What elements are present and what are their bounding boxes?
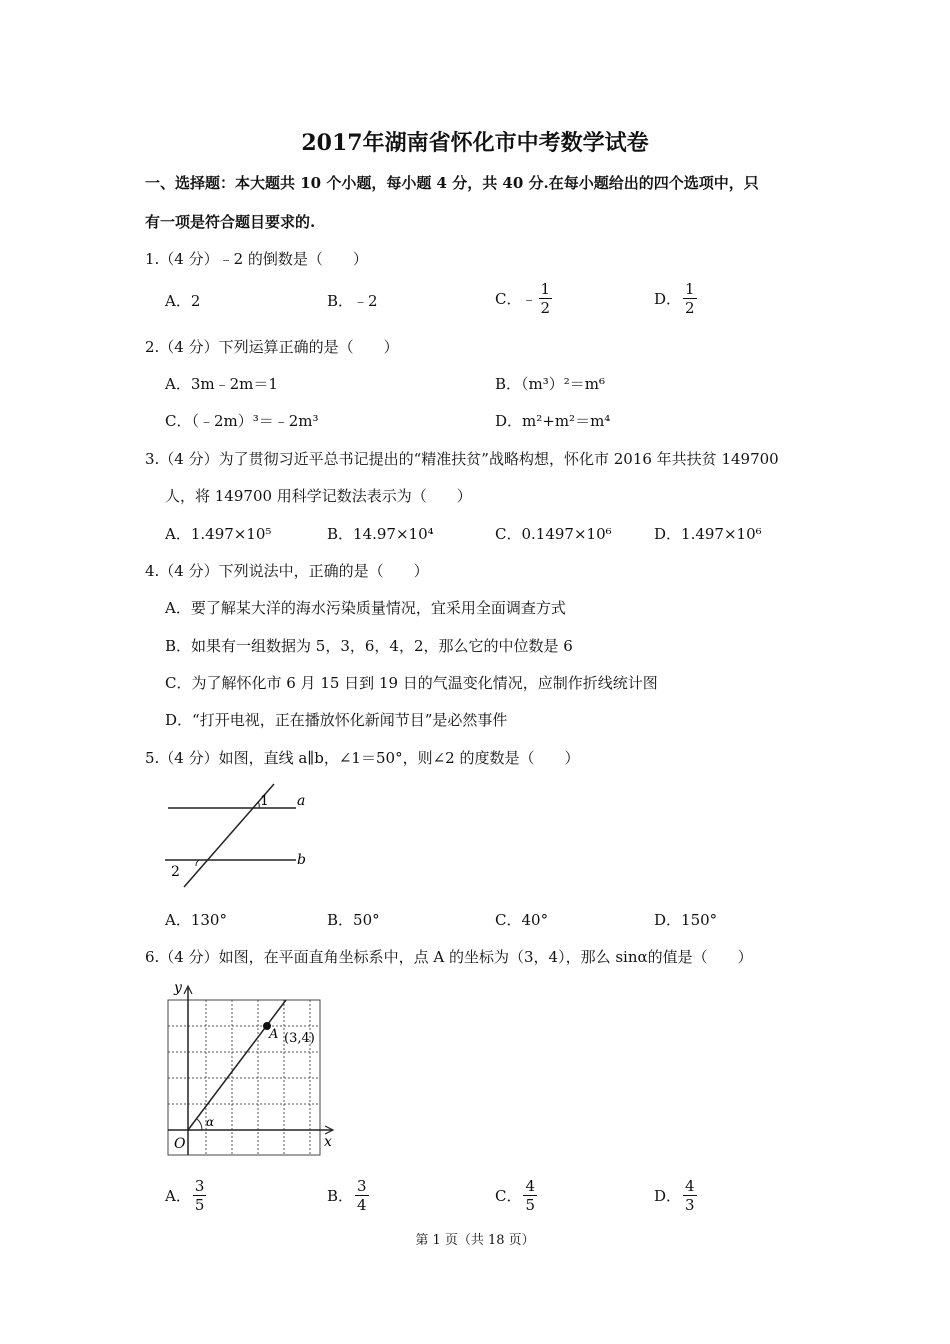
fraction: $\frac{1}{2}$ [685, 280, 695, 317]
q2-option-b: B．（m³）²＝m⁶ [495, 375, 606, 393]
q5-option-c: C．40° [495, 911, 549, 929]
q5-option-d: D．150° [654, 911, 718, 929]
ray-oa [188, 1000, 286, 1130]
q4-option-b: B．如果有一组数据为 5，3，6，4，2，那么它的中位数是 6 [165, 637, 573, 655]
point-a-label: A [269, 1027, 279, 1042]
q3-option-a: A．1.497×10⁵ [165, 525, 272, 543]
parallel-lines-figure [160, 782, 320, 892]
q1-option-b: B．﹣2 [327, 292, 378, 310]
page-footer: 第 1 页（共 18 页） [415, 1233, 535, 1248]
question-3-stem: 3.（4 分）为了贯彻习近平总书记提出的“精准扶贫”战略构想，怀化市 2016 年共扶贫 149700 [145, 450, 779, 468]
coordinate-grid-figure [160, 980, 340, 1160]
line-a-label: a [297, 793, 306, 809]
page-title: 2017年湖南省怀化市中考数学试卷 [301, 130, 649, 156]
q3-option-d: D．1.497×10⁶ [654, 525, 762, 543]
q1-option-d: D． $\frac{1}{2}$ [654, 280, 695, 317]
q1-option-a: A．2 [165, 292, 201, 310]
origin-label: O [174, 1136, 186, 1152]
q6-option-d: D． $\frac{4}{3}$ [654, 1177, 695, 1214]
fraction: $\frac{4}{3}$ [685, 1177, 695, 1214]
question-2-stem: 2.（4 分）下列运算正确的是（ ） [145, 338, 399, 356]
q3-option-b: B．14.97×10⁴ [327, 525, 434, 543]
q2-option-d: D．m²+m²＝m⁴ [495, 412, 611, 430]
question-3-stem-cont: 人，将 149700 用科学记数法表示为（ ） [165, 487, 472, 505]
q4-option-a: A．要了解某大洋的海水污染质量情况，宜采用全面调查方式 [165, 599, 566, 617]
q6-option-c: C． $\frac{4}{5}$ [495, 1177, 536, 1214]
section-heading: 一、选择题：本大题共 10 个小题，每小题 4 分，共 40 分.在每小题给出的四个选项中，只 [145, 174, 759, 192]
angle-2-arc [196, 860, 199, 866]
line-b-label: b [297, 852, 306, 868]
fraction: $\frac{1}{2}$ [540, 280, 551, 317]
question-5-stem: 5.（4 分）如图，直线 a∥b，∠1＝50°，则∠2 的度数是（ ） [145, 749, 580, 767]
y-axis-label: y [174, 980, 182, 996]
question-1-stem: 1.（4 分）﹣2 的倒数是（ ） [145, 250, 368, 268]
q4-option-c: C．为了解怀化市 6 月 15 日到 19 日的气温变化情况，应制作折线统计图 [165, 674, 658, 692]
fraction: $\frac{3}{5}$ [194, 1177, 205, 1214]
angle-1-label: 1 [260, 793, 269, 809]
q3-option-c: C．0.1497×10⁶ [495, 525, 612, 543]
q2-option-a: A．3m﹣2m＝1 [165, 375, 278, 393]
section-heading-cont: 有一项是符合题目要求的. [145, 213, 316, 231]
q6-option-a: A． $\frac{3}{5}$ [165, 1177, 205, 1214]
grid-lines [168, 1000, 320, 1155]
q1-option-c: C．﹣ $\frac{1}{2}$ [495, 280, 551, 317]
x-axis-label: x [324, 1134, 332, 1150]
question-6-stem: 6.（4 分）如图，在平面直角坐标系中，点 A 的坐标为（3，4），那么 sinα的值是（ ） [145, 948, 753, 966]
alpha-arc [197, 1119, 202, 1130]
angle-2-label: 2 [171, 864, 180, 880]
fraction: $\frac{3}{4}$ [357, 1177, 367, 1214]
q6-option-b: B． $\frac{3}{4}$ [327, 1177, 367, 1214]
q2-option-c: C．（﹣2m）³＝﹣2m³ [165, 412, 319, 430]
fraction: $\frac{4}{5}$ [525, 1177, 536, 1214]
question-4-stem: 4.（4 分）下列说法中，正确的是（ ） [145, 562, 429, 580]
q4-option-d: D．“打开电视，正在播放怀化新闻节目”是必然事件 [165, 711, 508, 729]
q5-option-a: A．130° [165, 911, 227, 929]
q5-option-b: B．50° [327, 911, 380, 929]
alpha-label: α [206, 1115, 215, 1129]
point-a-coordinates: (3,4) [284, 1031, 315, 1046]
